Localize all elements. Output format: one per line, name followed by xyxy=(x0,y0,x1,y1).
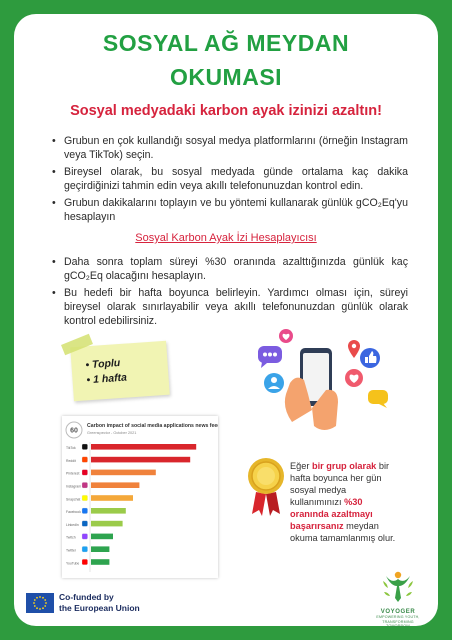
calculator-link[interactable]: Sosyal Karbon Ayak İzi Hesaplayıcısı xyxy=(135,232,317,244)
heart-icon xyxy=(345,369,363,387)
title-line-1: SOSYAL AĞ MEYDAN xyxy=(102,30,350,56)
subtitle: Sosyal medyadaki karbon ayak izinizi azaltın! xyxy=(70,103,382,119)
category-label: Snapchat xyxy=(66,497,81,502)
app-icon xyxy=(82,444,88,450)
chart-badge: 60 xyxy=(70,427,78,435)
chart-bar xyxy=(91,521,123,527)
voyoger-figure-icon xyxy=(378,566,418,606)
chart-bar xyxy=(91,508,126,514)
voyoger-logo xyxy=(370,566,426,630)
voyoger-tagline-2: TRANSFORMING TOMORROW xyxy=(382,619,414,628)
category-label: LinkedIn xyxy=(66,522,79,527)
app-icon xyxy=(82,470,88,476)
chart-bar xyxy=(91,559,109,565)
eu-line-2: the European Union xyxy=(59,602,140,613)
sticky-item: • 1 hafta xyxy=(86,368,169,389)
phone-hand-illustration xyxy=(252,328,392,438)
category-label: Facebook xyxy=(66,510,81,515)
instruction-list-2 xyxy=(52,255,408,331)
chart-bar xyxy=(91,534,113,540)
heart-bubble-icon xyxy=(279,329,293,343)
list-item: • Grubun dakikalarını toplayın ve bu yöntemi kullanarak günlük gCO₂Eq'yu hesaplayın xyxy=(52,196,408,224)
app-icon xyxy=(82,482,88,488)
eu-line-1: Co-funded by xyxy=(59,592,114,602)
chat-bubble-icon xyxy=(368,390,388,408)
category-label: Reddit xyxy=(66,458,76,463)
chart-bar xyxy=(91,495,133,501)
medal-text-part: Eğer xyxy=(290,461,312,471)
title-line-2: OKUMASI xyxy=(169,64,283,90)
thumbs-up-icon xyxy=(360,348,380,368)
eu-flag-icon xyxy=(26,593,54,613)
medal-text-bold: %30 oranında azaltmayı başarırsanız xyxy=(290,497,373,531)
category-label: TikTok xyxy=(66,446,76,451)
app-icon xyxy=(82,534,88,540)
page-title xyxy=(14,26,438,94)
challenge-description xyxy=(290,460,398,544)
chart-title: Carbon impact of social media applications news feed xyxy=(87,423,218,429)
chart-card xyxy=(62,416,218,578)
chart-bar xyxy=(91,546,109,552)
medal-text-part: bir hafta boyunca her gün sosyal medya kullanımınızı xyxy=(290,461,390,507)
chart-bar xyxy=(91,444,196,450)
instruction-list-1 xyxy=(52,134,408,227)
app-icon xyxy=(82,495,88,501)
category-label: Twitter xyxy=(66,548,76,553)
medal-text-bold: bir grup olarak xyxy=(311,461,377,471)
chart-bar xyxy=(91,457,190,463)
speech-bubble-icon xyxy=(258,346,282,368)
gold-medal-icon xyxy=(246,456,286,518)
sticky-note xyxy=(70,341,170,402)
app-icon xyxy=(82,457,88,463)
list-item: • Grubun en çok kullandığı sosyal medya platformlarını (örneğin Instagram veya TikTok) seçin. xyxy=(52,134,408,162)
eu-funding-logo xyxy=(26,592,140,613)
voyoger-tagline-1: EMPOWERING YOUTH, xyxy=(376,615,420,619)
list-item: • Bu hedefi bir hafta boyunca belirleyin. Yardımcı olması için, süreyi bireysel olarak sınırlayabilir veya akıllı telefonunuzdan günlük olarak kontrol edebilirsiniz. xyxy=(52,286,408,328)
app-icon xyxy=(82,508,88,514)
chart-source: Greenspector - October 2021 xyxy=(87,431,137,435)
category-label: Twitch xyxy=(66,535,76,540)
list-item: • Daha sonra toplam süreyi %30 oranında azalttığınızda günlük kaç gCO₂Eq olacağını hesaplayın. xyxy=(52,255,408,283)
chart-bar xyxy=(91,482,139,488)
app-icon xyxy=(82,521,88,527)
chart-bar xyxy=(91,470,156,476)
person-icon xyxy=(264,373,284,393)
location-pin-icon xyxy=(348,340,360,358)
category-label: Instagram xyxy=(66,484,82,489)
category-label: YouTube xyxy=(66,561,80,566)
app-icon xyxy=(82,546,88,552)
carbon-impact-chart xyxy=(62,416,218,578)
list-item: • Bireysel olarak, bu sosyal medyada günde ortalama kaç dakika geçirdiğinizi tahmin edin veya akıllı telefonunuzdan kontrol edin. xyxy=(52,165,408,193)
category-label: Pinterest xyxy=(66,471,80,476)
app-icon xyxy=(82,559,88,565)
voyoger-name: VOYOGER xyxy=(380,609,416,615)
medal-text-part: meydan okuma tamamlanmış olur. xyxy=(290,521,396,543)
sticky-item: • Toplu xyxy=(85,353,168,374)
